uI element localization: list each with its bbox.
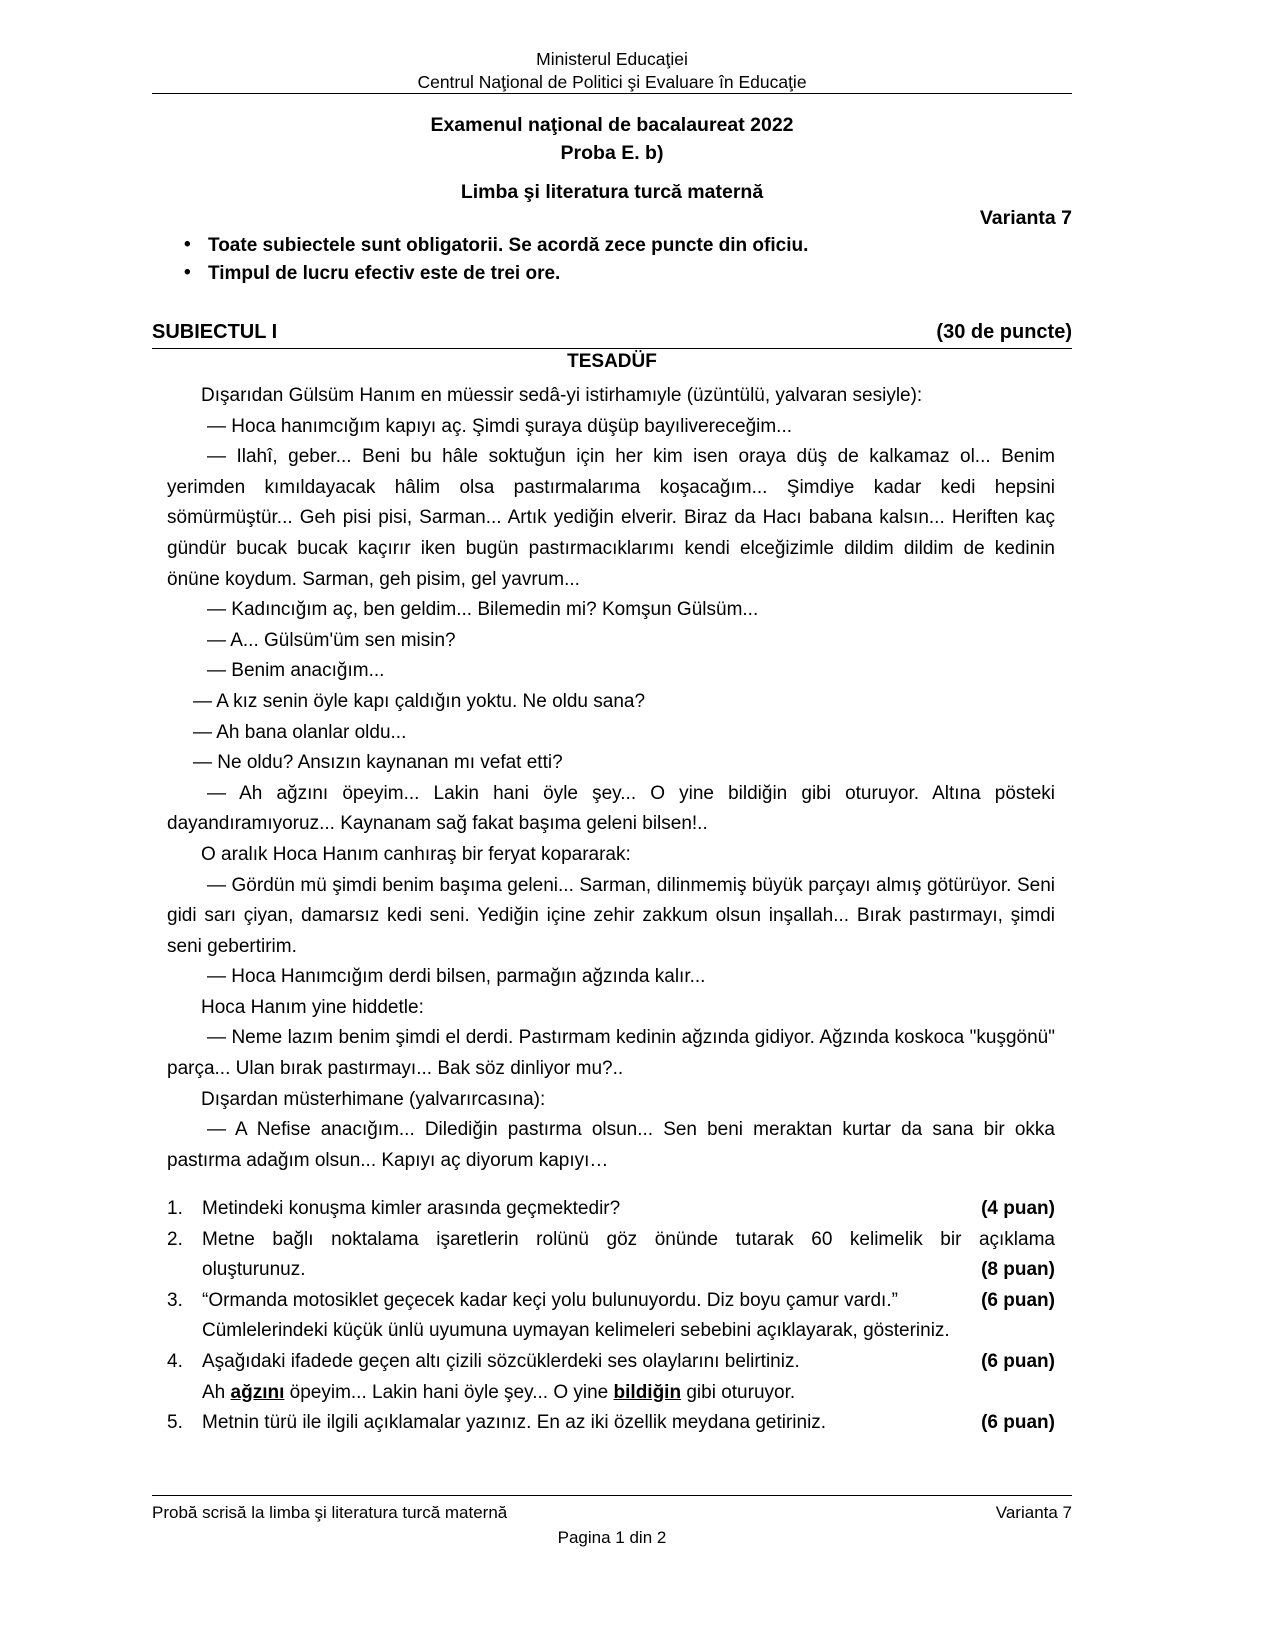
question-item [167, 1194, 1055, 1225]
passage-paragraph: — Hoca hanımcığım kapıyı aç. Şimdi şuraya düşüp bayılivereceğim... [207, 415, 793, 437]
question-number: 4. [167, 1350, 183, 1372]
question-item [167, 1347, 1055, 1408]
example-suffix: gibi oturuyor. [681, 1381, 796, 1403]
question-points [981, 1408, 1055, 1439]
passage-paragraph: — A kız senin öyle kapı çaldığın yoktu. Ne oldu sana? [193, 690, 646, 712]
question-item [167, 1225, 1055, 1286]
example-underlined-word-2: bildiğin [613, 1381, 682, 1403]
question-item [167, 1286, 1055, 1347]
instruction-item: • Timpul de lucru efectiv este de trei ore. [184, 260, 1072, 288]
question-points: (6 puan) [981, 1289, 1055, 1311]
evaluation-center-name: Centrul Naţional de Politici şi Evaluare în Educaţie [417, 71, 807, 92]
question-body [202, 1347, 1055, 1408]
passage-title: TESADÜF [567, 351, 657, 372]
footer-variant: Varianta 7 [995, 1503, 1072, 1522]
passage-paragraph: — A... Gülsüm'üm sen misin? [207, 629, 456, 651]
masthead [152, 48, 1072, 94]
question-text-continued [202, 1255, 1055, 1286]
passage-paragraph: — Gördün mü şimdi benim başıma geleni... Sarman, dilinmemiş büyük parçayı almış götürüyor. Seni gidi sarı çiyan, damarsız kedi seni. Yediğin içine zehir zakkum olsun inşallah... Bırak pastırmayı, şimdi seni gebertirim. [167, 874, 1055, 957]
question-number: 2. [167, 1228, 183, 1250]
question-quote: “Ormanda motosiklet geçecek kadar keçi yolu bulunuyordu. Diz boyu çamur vardı.” [202, 1289, 898, 1311]
passage-paragraph: — Ah ağzını öpeyim... Lakin hani öyle şey... O yine bildiğin gibi oturuyor. Altına pösteki dayandıramıyoruz... Kaynanam sağ fakat başıma geleni bilsen!.. [167, 782, 1055, 835]
variant-label-top: Varianta 7 [979, 207, 1072, 229]
passage-paragraph: — Ilahî, geber... Beni bu hâle soktuğun için her kim isen oraya düş de kalkamaz ol... Benim yerimden kımıldayacak hâlim olsa pastırmalarıma koşacağım... Şimdiye kadar kedi hepsini sömürmüştür... Geh pisi pisi, Sarman... Artık yediğin elverir. Biraz da Hacı babana kalsın... Heriften kaç gündür bucak bucak kaçırır iken bugün pastırmacıklarımı kendi elceğizimle dildim dildim de kedinin önüne koydum. Sarman, geh pisim, gel yavrum... [167, 446, 1055, 590]
question-text: Metne bağlı noktalama işaretlerin rolünü göz önünde tutarak 60 kelimelik bir açıklama [202, 1228, 1055, 1250]
passage-paragraph: O aralık Hoca Hanım canhıraş bir feryat kopararak: [201, 843, 631, 865]
header-divider [152, 93, 1072, 94]
passage-paragraph: — Hoca Hanımcığım derdi bilsen, parmağın ağzında kalır... [207, 966, 706, 988]
question-text-line2: oluşturunuz. [202, 1259, 306, 1281]
question-text-line2: Cümlelerindeki küçük ünlü uyumuna uymayan kelimeleri sebebini açıklayarak, gösteriniz. [202, 1320, 950, 1342]
passage-paragraph: Dışardan müsterhimane (yalvarırcasına): [201, 1088, 546, 1110]
question-number: 3. [167, 1289, 183, 1311]
exam-title-line1: Examenul naţional de bacalaureat 2022 [430, 114, 794, 136]
question-quote-line [202, 1286, 1055, 1317]
exam-title [152, 112, 1072, 167]
passage-paragraph: — Kadıncığım aç, ben geldim... Bilemedin mi? Komşun Gülsüm... [207, 599, 759, 621]
question-body [202, 1194, 1055, 1225]
question-number: 1. [167, 1198, 183, 1219]
passage-paragraph: — Ah bana olanlar oldu... [193, 721, 407, 743]
question-points: (6 puan) [981, 1350, 1055, 1372]
passage-paragraph: — A Nefise anacığım... Dilediğin pastırma olsun... Sen beni meraktan kurtar da sana bir okka pastırma adağım olsun... Kapıyı aç diyorum kapıyı… [167, 1119, 1055, 1171]
question-item [167, 1408, 1055, 1439]
subject-language: Limba şi literatura turcă maternă [460, 181, 764, 203]
questions-list [167, 1194, 1055, 1439]
passage-body [167, 381, 1055, 1176]
question-points: (4 puan) [981, 1198, 1055, 1219]
footer-page-number: Pagina 1 din 2 [557, 1528, 667, 1547]
passage-paragraph: Hoca Hanım yine hiddetle: [201, 996, 424, 1018]
example-middle: öpeyim... Lakin hani öyle şey... O yine [284, 1381, 614, 1403]
passage-paragraph: — Ne oldu? Ansızın kaynanan mı vefat etti? [193, 752, 563, 774]
footer-divider [152, 1495, 1072, 1496]
question-points-tail: ) [1048, 1412, 1055, 1434]
subject-heading [152, 321, 1072, 349]
question-body [202, 1408, 1055, 1439]
instruction-item: • Toate subiectele sunt obligatorii. Se acordă zece puncte din oficiu. [184, 232, 1072, 260]
question-body [202, 1225, 1055, 1286]
question-text: Aşağıdaki ifadede geçen altı çizili sözcüklerdeki ses olaylarını belirtiniz. [202, 1350, 800, 1372]
passage-paragraph: Dışarıdan Gülsüm Hanım en müessir sedâ-yi istirhamıyle (üzüntülü, yalvaran sesiyle): [201, 385, 923, 406]
question-points-bold: (6 puan [981, 1412, 1049, 1434]
ministry-name: Ministerul Educaţiei [536, 49, 688, 69]
question-text: Metindeki konuşma kimler arasında geçmektedir? [202, 1198, 621, 1219]
instructions-list [152, 232, 1072, 288]
subject-label: SUBIECTUL I [152, 321, 278, 343]
question-example-line [202, 1378, 1055, 1409]
footer-exam-name: Probă scrisă la limba şi literatura turcă maternă [152, 1503, 508, 1522]
passage-paragraph: — Neme lazım benim şimdi el derdi. Pastırmam kedinin ağzında gidiyor. Ağzında koskoca "kuşgönü" parça... Ulan bırak pastırmayı... Bak söz dinliyor mu?.. [167, 1027, 1055, 1080]
question-body [202, 1286, 1055, 1347]
question-text: Metnin türü ile ilgili açıklamalar yazınız. En az iki özellik meydana getiriniz. [202, 1412, 827, 1434]
example-underlined-word-1: ağzını [230, 1381, 285, 1403]
question-number: 5. [167, 1412, 183, 1434]
passage-paragraph: — Benim anacığım... [207, 660, 385, 682]
question-points: (8 puan) [981, 1259, 1055, 1281]
example-prefix: Ah [202, 1381, 231, 1403]
subject-points: (30 de puncte) [936, 321, 1072, 343]
exam-title-line2: Proba E. b) [560, 141, 664, 164]
question-text-line1 [202, 1347, 1055, 1378]
